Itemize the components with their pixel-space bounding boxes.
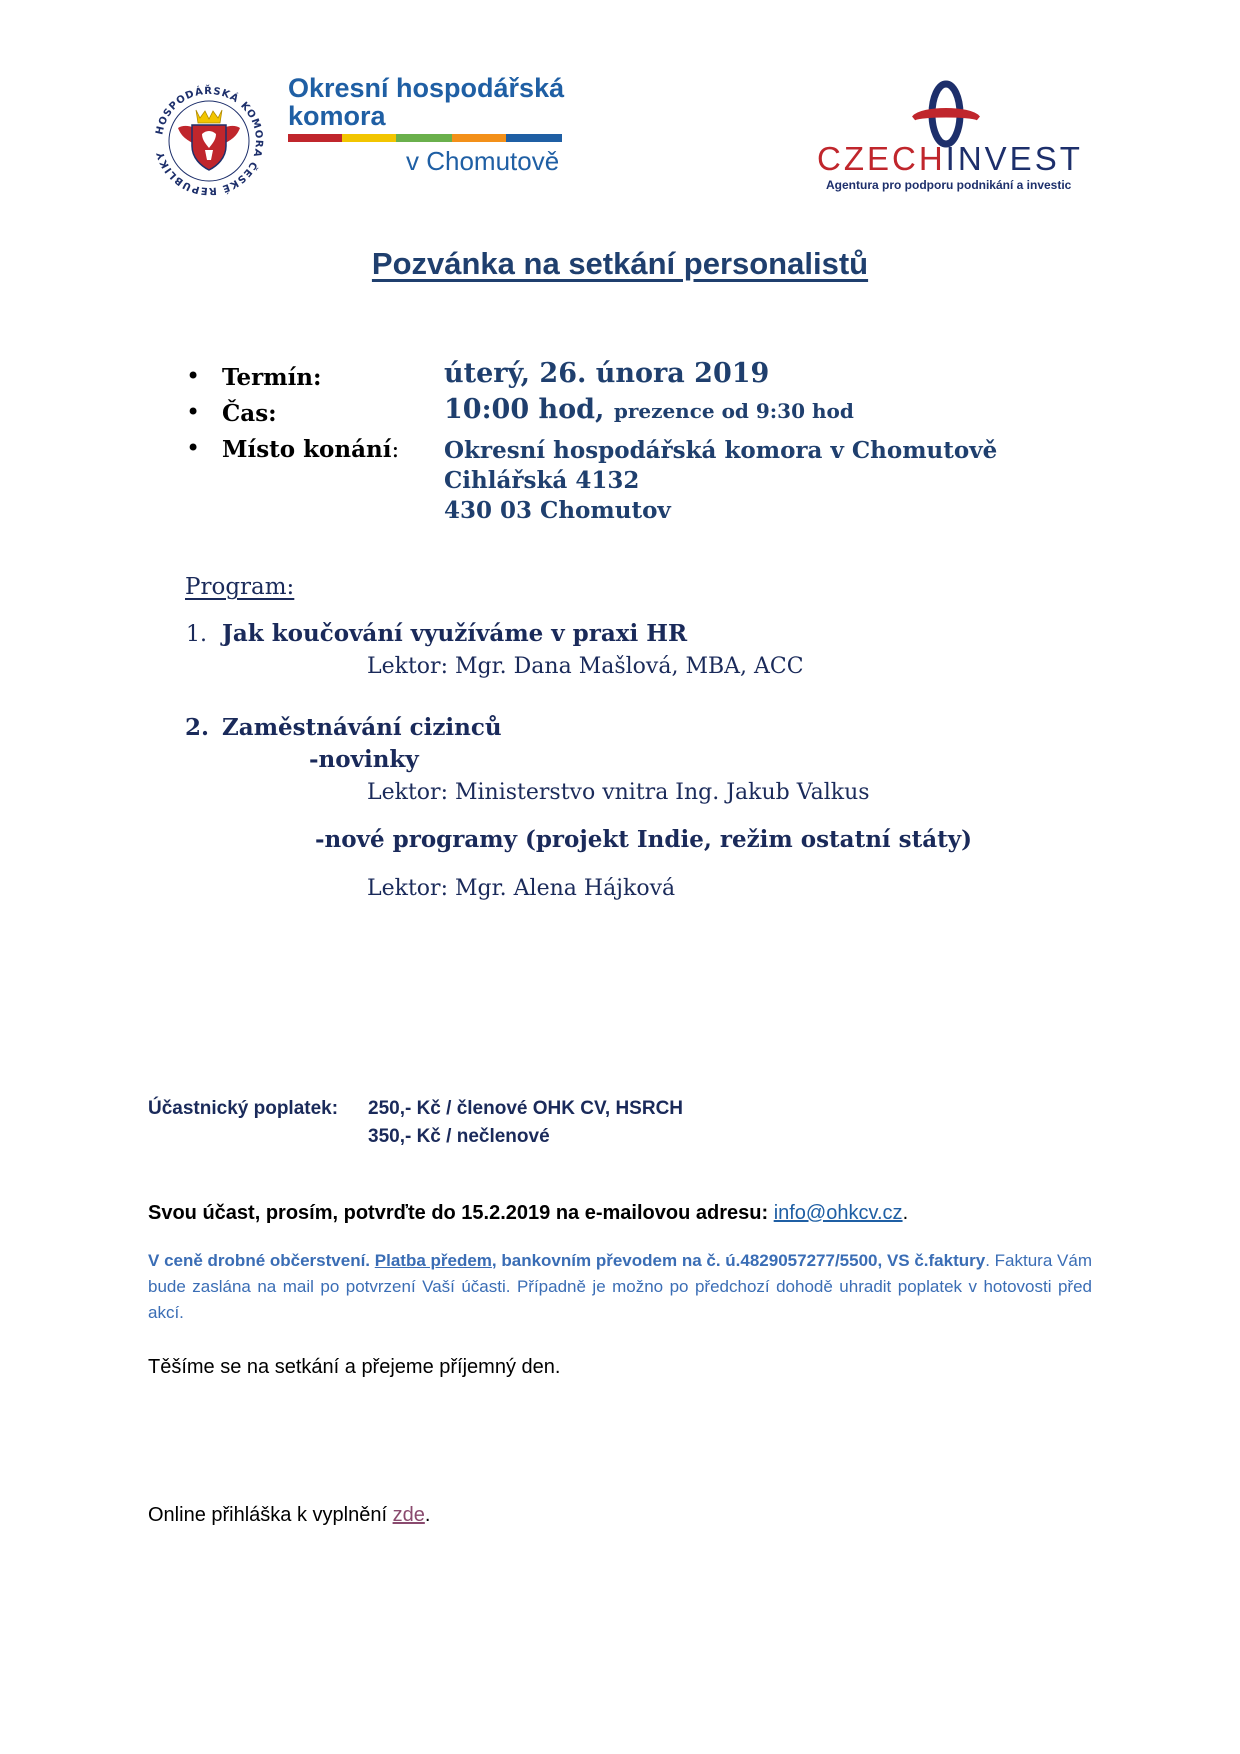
payment-link[interactable]: Platba předem <box>374 1251 492 1270</box>
program-item2-title: Zaměstnávání cizinců <box>222 714 502 741</box>
program-item2-sub2: -nové programy (projekt Indie, režim ostatní státy) <box>315 826 973 853</box>
place-label <box>222 436 399 463</box>
online-end: . <box>424 1504 431 1526</box>
bullet-icon: • <box>186 398 201 426</box>
czechinvest-logo-text <box>817 140 1083 178</box>
program-item1-number: 1. <box>186 622 207 647</box>
czechinvest-tagline: Agentura pro podporu podnikání a investic <box>826 178 1072 192</box>
bullet-icon: • <box>186 434 201 462</box>
program-item1-lector: Lektor: Mgr. Dana Mašlová, MBA, ACC <box>367 654 804 679</box>
payment-note <box>148 1248 1092 1326</box>
svg-text:HOSPODÁŘSKÁ KOMORA ČESKÉ REPUB: HOSPODÁŘSKÁ KOMORA ČESKÉ REPUBLIKY <box>154 85 265 197</box>
page-title-text: Pozvánka na setkání personalistů <box>371 246 869 281</box>
place-line1: Okresní hospodářská komora v Chomutově <box>444 437 998 464</box>
chamber-name-line1: Okresní hospodářská <box>288 73 565 103</box>
fee-label: Účastnický poplatek: <box>148 1098 339 1119</box>
chamber-city: v Chomutově <box>406 146 560 176</box>
time-label: Čas: <box>222 400 277 427</box>
czechinvest-part2: INVEST <box>945 140 1083 177</box>
program-item2-sub1-lector: Lektor: Ministerstvo vnitra Ing. Jakub Valkus <box>367 780 870 805</box>
note-part3: . Faktura Vám bude zaslána na mail po potvrzení Vaší účasti. Případně je možno po předchozí dohodě uhradit poplatek v hotovosti před akcí. <box>148 1251 1092 1322</box>
program-heading: Program: <box>185 574 295 600</box>
fee-line2: 350,- Kč / nečlenové <box>368 1126 550 1147</box>
note-part2: , bankovním převodem na č. ú.4829057277/5500, VS č.faktury <box>491 1251 986 1270</box>
place-line3: 430 03 Chomutov <box>444 497 671 524</box>
time-value <box>444 394 854 425</box>
term-label: Termín: <box>222 364 322 391</box>
chamber-name <box>288 74 564 130</box>
time-note: prezence od 9:30 hod <box>613 399 854 423</box>
chamber-color-stripe <box>288 134 562 142</box>
email-link[interactable]: info@ohkcv.cz <box>773 1202 903 1224</box>
fee-line1: 250,- Kč / členové OHK CV, HSRCH <box>368 1098 684 1119</box>
place-line2: Cihlářská 4132 <box>444 467 640 494</box>
program-item2-number: 2. <box>185 714 210 741</box>
online-form-link[interactable]: zde <box>392 1504 425 1526</box>
online-text: Online přihláška k vyplnění <box>148 1504 393 1526</box>
note-part1: V ceně drobné občerstvení. <box>148 1251 375 1270</box>
place-label-colon: : <box>391 437 400 463</box>
chamber-seal-logo <box>150 82 268 200</box>
confirm-line <box>148 1202 908 1225</box>
place-value <box>444 436 997 526</box>
czechinvest-part1: CZECH <box>817 140 946 177</box>
chamber-name-line2: komora <box>288 101 386 131</box>
bullet-icon: • <box>186 362 201 390</box>
confirm-end: . <box>902 1202 909 1224</box>
place-label-text: Místo konání <box>222 436 392 463</box>
program-item2-sub2-lector: Lektor: Mgr. Alena Hájková <box>367 876 676 901</box>
term-value: úterý, 26. února 2019 <box>444 358 770 389</box>
confirm-text: Svou účast, prosím, potvrďte do 15.2.2019 na e-mailovou adresu: <box>148 1202 774 1224</box>
closing-text: Těšíme se na setkání a přejeme příjemný den. <box>148 1356 561 1378</box>
program-item2-sub1: -novinky <box>309 746 419 773</box>
program-item1-title: Jak koučování využíváme v praxi HR <box>222 620 688 647</box>
online-line <box>148 1504 430 1527</box>
time-value-text: 10:00 hod, <box>444 394 605 425</box>
page-title <box>0 246 1240 282</box>
